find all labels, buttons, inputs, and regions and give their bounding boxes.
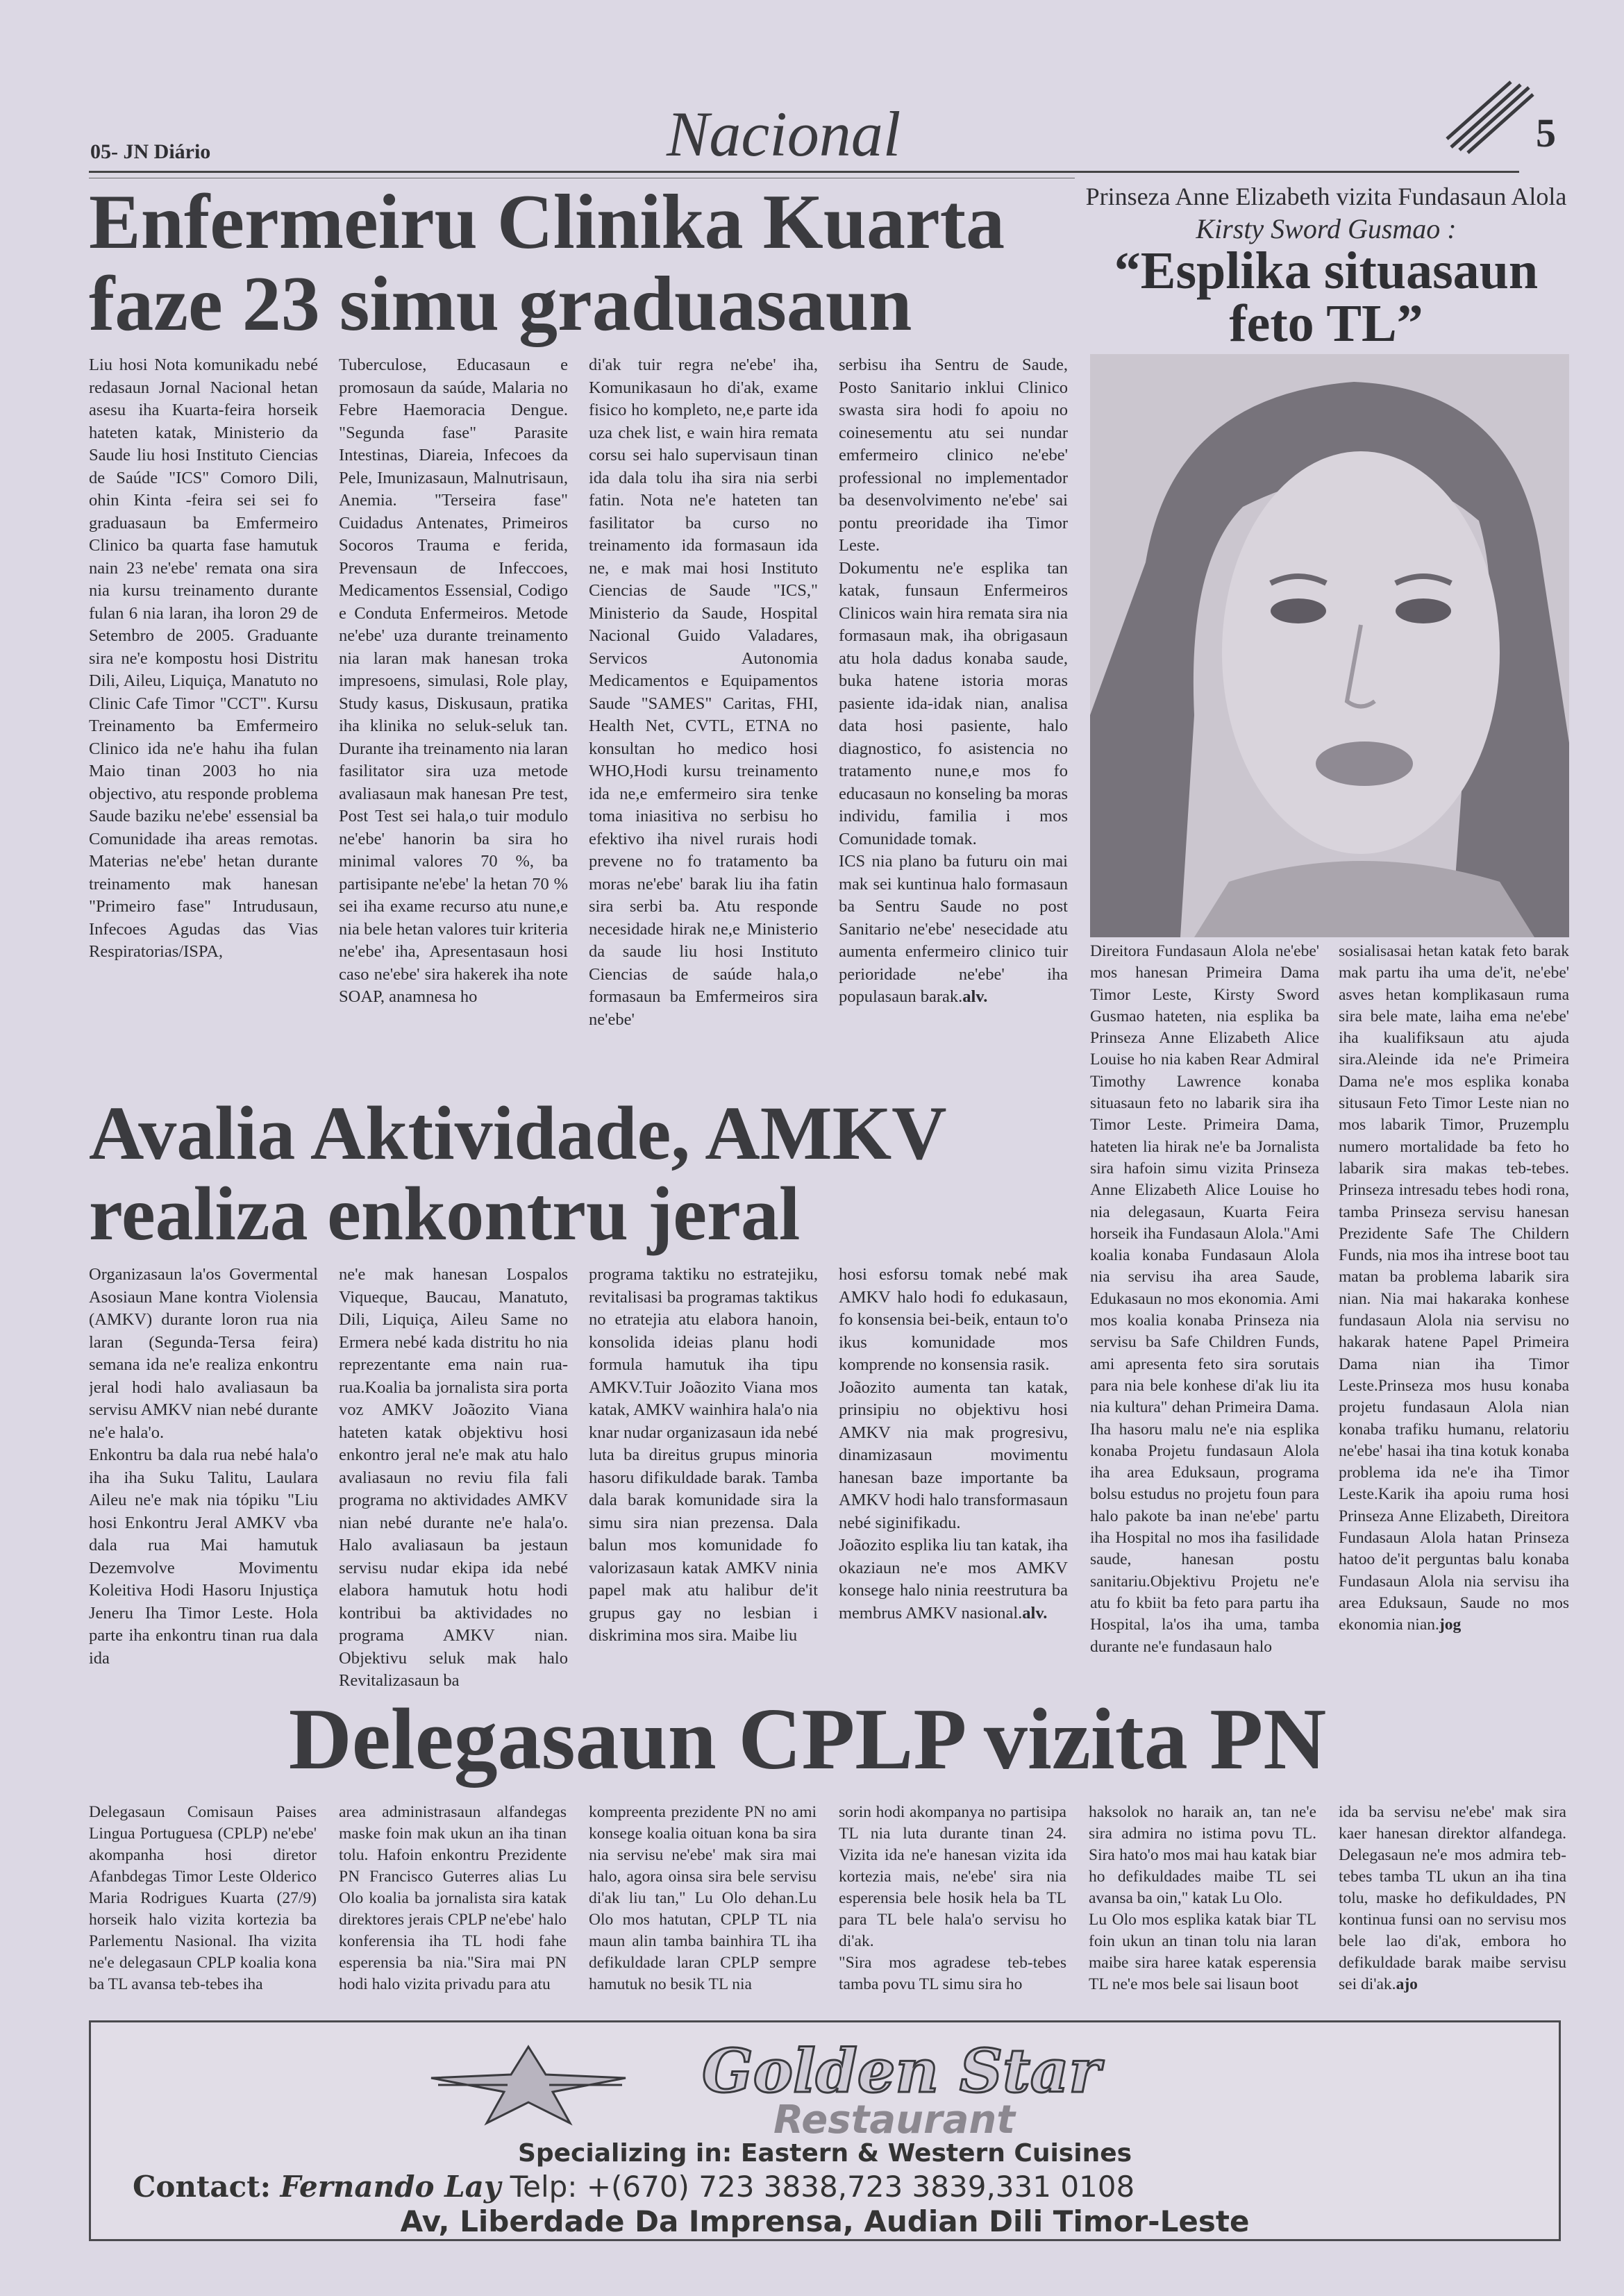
article-column: Direitora Fundasaun Alola ne'ebe' mos hanesan Primeira Dama Timor Leste, Kirsty Sword Gusmao hateten, nia esplika ba Prinseza Anne Elizabeth Alice Louise ho nia kaben Rear Admiral Timothy Lawrence konaba situasaun feto no labarik sira iha Timor Leste. Primeira Dama, hateten lia hirak ne'e ba Jornalista sira hafoin simu vizita Prinseza Anne Elizabeth Alice Louise ho nia delegasaun, Kuarta Feira horseik iha Fundasaun Alola."Ami koalia konaba Fundasaun Alola nia servisu iha area Saude, Edukasaun no mos ekonomia. Ami mos koalia konaba Prinseza nia servisu ba Safe Children Funds, ami apresenta feto sira sorutais para nia bele konhese di'ak liu ita nia kultura" dehan Primeira Dama. Iha hasoru malu ne'e nia esplika konaba Projetu fundasaun Alola iha area Eduksaun, programa bolsu estudus no projetu foun para halo pakote ba inan ne'ebe' partu iha Hospital no mos iha fasilidade saude, hanesan postu sanitariu.Objektivu Projetu ne'e atu fo kbiit ba feto para partu iha Hospital, la'os iha uma, tamba durante ne'e fundasaun halo [1090, 942, 1319, 1656]
advert-subtitle: Restaurant [773, 2097, 1016, 2143]
diagonal-stripes-icon [1444, 78, 1534, 154]
issue-label: 05- JN Diário [90, 140, 211, 163]
article-headline: Delegasaun CPLP vizita PN [288, 1691, 1327, 1788]
page-number: 5 [1536, 110, 1556, 156]
contact-name: Fernando Lay [280, 2170, 501, 2204]
advert-specialty: Specializing in: Eastern & Western Cuisines [517, 2139, 1132, 2168]
article-column: Liu hosi Nota komunikadu nebé redasaun Jornal Nacional hetan asesu iha Kuarta-feira horseik hateten katak, Ministerio da Saude liu hosi Instituto Ciencias de Saúde "ICS" Comoro Dili, ohin Kinta -feira sei sei fo graduasaun ba Emfermeiro Clinico ba quarta fase hamutuk nain 23 ne'ebe' remata ona sira nia kursu treinamento durante fulan 6 nia laran, iha loron 29 de Setembro de 2005. Graduante sira ne'e kompostu hosi Distritu Dili, Aileu, Liquiça, Manatuto no Clinic Cafe Timor "CCT". Kursu Treinamento ba Emfermeiro Clinico ida ne'e hahu iha fulan Maio tinan 2003 ho nia objectivo, atu responde problema Saude baziku ne'ebe' essensial ba Comunidade iha areas remotas. Materias ne'ebe' hetan durante treinamento mak hanesan "Primeiro fase" Intrudusaun, Infecoes Agudas das Vias Respiratorias/ISPA, [89, 355, 318, 961]
article-column-text: hosi esforsu tomak nebé mak AMKV halo hodi fo edukasaun, fo konsensia bei-beik, entaun to'o ikus komunidade mos komprende no konsensia rasik. Joãozito aumenta tan katak, prinsipiu no objektivu hosi AMKV nia mak progresivu, dinamizasaun movimentu hanesan baze importante ba AMKV hodi halo transformasaun nebé siginifikadu. Joãozito esplika liu tan katak, iha okaziaun ne'e mos AMKV konsege halo ninia reestrutura ba membrus AMKV nasional. [839, 1265, 1068, 1623]
article-column: Organizasaun la'os Govermental Asosiaun Mane kontra Violensia (AMKV) durante loron rua nia laran (Segunda-Tersa feira) semana ida ne'e realiza enkontru jeral hodi halo avaliasaun ba servisu AMKV nian nebé durante ne'e hala'o. Enkontru ba dala rua nebé hala'o iha iha Suku Talitu, Laulara Aileu ne'e mak nia tópiku "Liu hosi Enkontru Jeral AMKV vba dala rua Mai hamutuk Dezemvolve Movimentu Koleitiva Hodi Hasoru Injustiça Jeneru Iha Timor Leste. Hola parte iha enkontru tinan rua dala ida [89, 1265, 318, 1668]
article-column-text: serbisu iha Sentru de Saude, Posto Sanitario inklui Clinico swasta sira hodi fo apoiu no coinesementu atu sei nundar emfermeiro clinico ne'ebe' professional no implementador ba desenvolvimento ne'ebe' sai pontu preoridade iha Timor Leste. Dokumentu ne'e esplika tan katak, funsaun Enfermeiros Clinicos wain hira remata sira nia formasaun mak, iha obrigasaun atu hola dadus konaba saude, buka hatene istoria moras pasiente ida-idak nian, analisa data hosi pasiente, halo diagnostico, fo asistencia no tratamento nune,e mos fo educasaun no konseling ba moras individu, familia i mos Comunidade tomak. ICS nia plano ba futuru oin mai mak sei kuntinua halo formasaun ba Sentru Saude no post Sanitario ne'ebe' nesecidade atu aumenta enfermeiro clinico tuir perioridade ne'ebe' iha populasaun barak. [839, 355, 1068, 1006]
article-kicker: Prinseza Anne Elizabeth vizita Fundasaun Alola [1085, 183, 1567, 210]
article-column: di'ak tuir regra ne'ebe' iha, Komunikasaun ho di'ak, exame fisico ho kompleto, ne,e parte ida uza chek list, e wain hira remata corsu sei halo supervisaun tinan ida dala tolu iha sira nia serbi fatin. Nota ne'e hateten tan fasilitator ba curso no treinamento ida formasaun ida ne, e mak mai hosi Instituto Ciencias de Saude "ICS," Ministerio da Saude, Hospital Nacional Guido Valadares, Servicos Autonomia Medicamentos e Equipamentos Saude "SAMES" Caritas, FHI, Health Net, CVTL, ETNA no konsultan ho medico hosi WHO,Hodi kursu treinamento ida ne,e emfermeiro sira tenke toma iniasitiva no serbisu ho efektivo iha nivel rurais hodi prevene no fo tratamento ba moras ne'ebe' barak liu iha fatin sira serbi ba. Atu responde necesidade hirak ne,e Ministerio da saude liu hosi Instituto Ciencias de saúde hala,o formasaun ba Emfermeiros sira ne'ebe' [589, 355, 818, 1029]
article-column: area administrasaun alfandegas maske foin mak ukun an iha tinan tolu. Hafoin enkontru Prezidente PN Francisco Guterres alias Lu Olo koalia ba jornalista sira katak direktores jerais CPLP ne'ebe' halo konferensia iha TL hodi fahe esperensia ba nia."Sira mai PN hodi halo vizita privadu para atu [339, 1803, 567, 1993]
article-column [839, 1264, 1068, 1701]
article-byline: Kirsty Sword Gusmao : [1196, 213, 1457, 244]
article-column [839, 354, 1068, 1091]
header-rule [89, 171, 1519, 173]
article-column [1339, 1802, 1566, 2010]
article-column [1339, 941, 1569, 1698]
advert-name: Golden Star [702, 2036, 1100, 2106]
article-column: haksolok no haraik an, tan ne'e sira admira no istima povu TL. Sira hato'o mos mai hau katak biar ho defikuldades maibe TL sei avansa ba oin," katak Lu Olo. Lu Olo mos esplika katak biar TL foin ukun an tinan tolu nia laran maibe sira haree katak esperensia TL ne'e mos bele sai lisaun boot [1089, 1803, 1316, 1993]
article-column-text: sosialisasai hetan katak feto barak mak partu iha uma de'it, ne'ebe' asves hetan komplikasaun ruma sira bele mate, laiha ema ne'ebe' iha kualifiksaun atu ajuda sira.Aleinde ida ne'e Primeira Dama ne'e mos esplika konaba situsaun Feto Timor Leste nian no mos labarik Timor, Pruzemplu numero mortalidade ba feto ho labarik sira makas teb-tebes. Prinseza intresadu tebes hodi rona, tamba Prinseza servisu hanesan Prezidente Safe The Childern Funds, nia mos iha intrese boot tau matan ba problema labarik sira nian. Nia mai hakaraka konhese fundasaun Alola nia servisu no hakarak hatene Papel Primeira Dama nian iha Timor Leste.Prinseza mos husu konaba projetu fundasaun Alola nian konaba trafiku humanu, relatoriu ne'ebe' hasai iha tina kotuk konaba problema ida ne'e iha Timor Leste.Karik iha apoiu ruma hosi Prinseza Anne Elizabeth, Direitora Fundasaun Alola hatan Prinseza hatoo de'it perguntas balu konaba Fundasaun Alola nia servisu iha area Eduksaun, Saude no mos ekonomia nian. [1339, 942, 1569, 1634]
section-title: Nacional [667, 99, 901, 169]
article-column-text: ida ba servisu ne'ebe' mak sira kaer hanesan direktor alfandega. Delegasaun ne'e mos admira teb-tebes tamba TL ukun an iha tina tolu, maske ho defikuldades, PN kontinua funsi oan no servisu mos bele lao di'ak, embora ho defikuldade barak maibe servisu sei di'ak. [1339, 1803, 1566, 1993]
article-column: ne'e mak hanesan Lospalos Viqueque, Baucau, Manatuto, Dili, Liquiça, Aileu Same no Ermera nebé kada distritu ho nia reprezentante ema nain rua-rua.Koalia ba jornalista sira porta voz AMKV Joãozito Viana hateten katak objektivu hosi enkontro jeral ne'e mak atu halo avaliasaun no reviu fila fali programa no aktividades AMKV nian nebé durante ne'e hala'o. Halo avaliasaun ba jestaun servisu nudar ekipa ida nebé elabora hamutuk hotu hodi kontribui ba aktividades no programa AMKV nian. Objektivu seluk mak halo Revitalizasaun ba [339, 1265, 568, 1690]
author-tag: alv. [962, 987, 988, 1006]
restaurant-advert [89, 2020, 1561, 2241]
article-column: sorin hodi akompanya no partisipa TL nia luta durante tinan 24. Vizita ida ne'e hanesan vizita ida kortezia mais, ne'ebe' sira nia esperensia bele hosik hela ba TL para TL bele hala'o servisu ho di'ak. "Sira mos agradese teb-tebes tamba povu TL simu sira ho [839, 1803, 1066, 1993]
article-column: kompreenta prezidente PN no ami konsege koalia oituan kona ba sira nia servisu ne'ebe' mak sira mai halo, agora oinsa sira bele servisu di'ak liu tan," Lu Olo dehan.Lu Olo mos hatutan, CPLP TL nia maun alin tamba bainhira TL iha defikuldade laran CPLP sempre hamutuk no besik TL nia [589, 1803, 817, 1993]
contact-label: Contact: [133, 2170, 271, 2204]
article-column: Tuberculose, Educasaun e promosaun da saúde, Malaria no Febre Haemoracia Dengue. "Segunda fase" Parasite Intestinas, Diareia, Infecoes da Pele, Imunizasaun, Malnutrisaun, Anemia. "Terseira fase" Cuidadus Antenates, Primeiros Socoros Trauma e ferida, Prevensaun de Infeccoes, Medicamentos Essensial, Codigo e Conduta Enfermeiros. Metode ne'ebe' uza durante treinamento nia laran mak hanesan troka impresoens, simulasi, Role play, Study kasus, Diskusaun, pratika iha klinika no seluk-seluk tan. Durante iha treinamento nia laran fasilitator sira uza metode avaliasaun mak hanesan Pre test, Post Test sei hala,o tuir modulo ne'ebe' hanorin ba sira ho minimal valores 70 %, ba partisipante ne'ebe' la hetan 70 % sei iha exame recurso atu nune,e nia bele hetan valores tuir kriteria ne'ebe' iha, Apresentasaun hosi caso ne'ebe' sira hakerek iha note SOAP, anamnesa ho [339, 355, 568, 1006]
phone-numbers: +(670) 723 3838,723 3839,331 0108 [586, 2170, 1135, 2204]
portrait-photo [1090, 354, 1569, 937]
article-headline: Enfermeiru Clinika Kuarta faze 23 simu graduasaun [89, 179, 1005, 347]
author-tag: ajo [1396, 1975, 1418, 1993]
article-headline: Avalia Aktividade, AMKV realiza enkontru jeral [89, 1091, 946, 1256]
advert-address: Av, Liberdade Da Imprensa, Audian Dili Timor-Leste [400, 2204, 1250, 2238]
author-tag: alv. [1022, 1603, 1048, 1623]
article-quote-headline: “Esplika situasaun feto TL” [1114, 242, 1539, 353]
woman-portrait-icon [1090, 354, 1569, 937]
advert-contact [133, 2170, 1521, 2204]
phone-label: Telp: [510, 2170, 578, 2204]
article-column: programa taktiku no estratejiku, revitalisasi ba programas taktikus no etratejia atu elabora hanoin, konsolida ideias planu hodi formula hamutuk iha tipu AMKV.Tuir Joãozito Viana mos katak, AMKV wainhira hala'o nia knar nudar organizasaun ida nebé luta ba direitus grupus minoria hasoru difikuldade barak. Tamba dala barak komunidade sira la simu sira nian prezensa. Dala balun mos komunidade fo valorizasaun katak AMKV ninia papel mak atu halibur de'it grupus gay no lesbian i diskrimina mos sira. Maibe liu [589, 1265, 818, 1645]
article-column: Delegasaun Comisaun Paises Lingua Portuguesa (CPLP) ne'ebe' akompanha hosi diretor Afanbdegas Timor Leste Olderico Maria Rodrigues Kuarta (27/9) horseik halo vizita kortezia ba Parlementu Nasional. Iha vizita ne'e delegasaun CPLP koalia kona ba TL avansa teb-tebes iha [89, 1803, 317, 1993]
author-tag: jog [1439, 1616, 1462, 1634]
